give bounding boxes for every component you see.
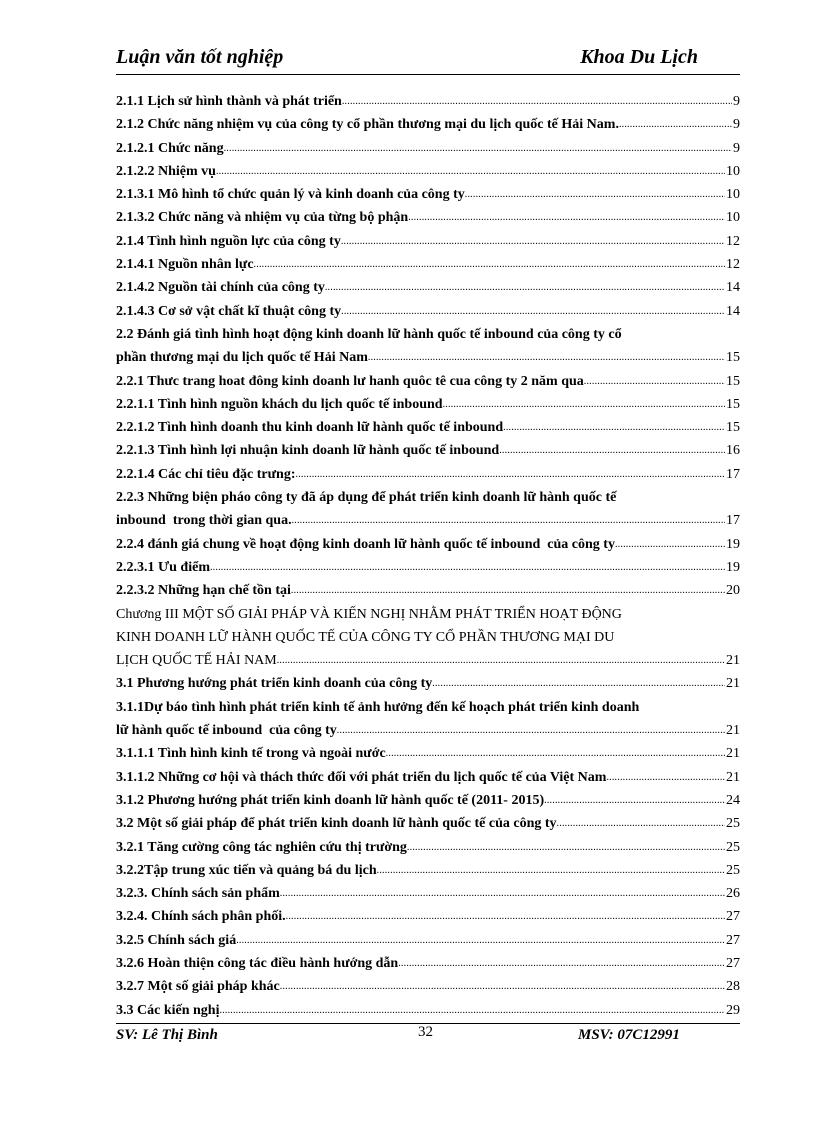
toc-page-number: 12 [726, 257, 740, 273]
header-thesis-title: Luận văn tốt nghiệp [116, 46, 284, 68]
toc-entry-title: 3.2 Một số giải pháp để phát triển kinh doanh lữ hành quốc tế của công ty [116, 816, 557, 832]
toc-dot-leader [584, 370, 725, 393]
toc-page-number: 21 [726, 676, 740, 692]
toc-dot-leader [341, 230, 725, 253]
toc-page-number: 15 [726, 420, 740, 436]
toc-entry[interactable] [116, 416, 740, 439]
footer-page-number: 32 [418, 1024, 433, 1040]
toc-entry-title: 2.1.2 Chức năng nhiệm vụ của công ty cổ phần thương mại du lịch quốc tế Hải Nam. [116, 117, 619, 133]
toc-entry-title: 3.3 Các kiến nghị [116, 1002, 220, 1018]
toc-entry[interactable] [116, 90, 740, 113]
toc-page-number: 21 [726, 769, 740, 785]
toc-entry-title: 2.2.4 đánh giá chung về hoạt động kinh doanh lữ hành quốc tế inbound của công ty [116, 536, 615, 552]
toc-entry[interactable] [116, 113, 740, 136]
toc-entry[interactable] [116, 836, 740, 859]
toc-dot-leader [286, 905, 725, 928]
footer-student-name: SV: Lê Thị Bình [116, 1027, 218, 1043]
toc-page-number: 15 [726, 396, 740, 412]
toc-entry[interactable] [116, 276, 740, 299]
toc-page-number: 9 [733, 94, 740, 109]
toc-entry-title: 3.2.6 Hoàn thiện công tác điều hành hướng dẫn [116, 955, 399, 971]
toc-entry-title: 2.1.2.1 Chức năng [116, 140, 224, 156]
toc-page-number: 15 [726, 350, 740, 366]
toc-entry[interactable] [116, 439, 740, 462]
toc-page-number: 10 [726, 187, 740, 203]
toc-entry-title: 2.2.3.1 Ưu điểm [116, 559, 210, 575]
toc-entry-title: 3.2.1 Tăng cường công tác nghiên cứu thị trường [116, 839, 407, 855]
toc-page-number: 19 [726, 536, 740, 552]
toc-dot-leader [386, 742, 725, 765]
toc-dot-leader [280, 975, 725, 998]
toc-entry[interactable] [116, 206, 740, 229]
toc-page-number: 21 [726, 653, 740, 669]
toc-entry[interactable] [116, 183, 740, 206]
toc-dot-leader [325, 276, 725, 299]
toc-entry[interactable] [116, 533, 740, 556]
toc-dot-leader [606, 766, 725, 789]
toc-page-number: 27 [726, 909, 740, 925]
toc-entry-title: 3.1.2 Phương hướng phát triển kinh doanh lữ hành quốc tế (2011- 2015) [116, 792, 545, 808]
toc-page-number: 19 [726, 559, 740, 575]
toc-entry-title: 3.2.4. Chính sách phân phối. [116, 909, 286, 925]
toc-page-number: 29 [726, 1002, 740, 1018]
toc-dot-leader [342, 90, 732, 113]
toc-entry[interactable] [116, 882, 740, 905]
toc-dot-leader [210, 556, 725, 579]
toc-dot-leader [398, 952, 725, 975]
toc-entry[interactable] [116, 323, 740, 370]
toc-page-number: 27 [726, 955, 740, 971]
toc-dot-leader [292, 509, 725, 532]
toc-dot-leader [408, 206, 725, 229]
toc-entry[interactable] [116, 556, 740, 579]
toc-entry[interactable] [116, 999, 740, 1022]
footer-student-id: MSV: 07C12991 [578, 1027, 680, 1043]
toc-page-number: 17 [726, 466, 740, 482]
toc-entry[interactable] [116, 975, 740, 998]
toc-dot-leader [443, 393, 725, 416]
toc-entry[interactable] [116, 696, 740, 743]
toc-page-number: 27 [726, 932, 740, 948]
toc-entry-line: Chương III MỘT SỐ GIẢI PHÁP VÀ KIẾN NGHỊ NHẰM PHÁT TRIỂN HOẠT ĐỘNG [116, 606, 622, 622]
toc-entry-title: 2.2.1 Thưc trang hoat đông kinh doanh lư hanh quôc tê cua công ty 2 năm qua [116, 373, 584, 389]
toc-entry-title: 2.2.1.4 Các chỉ tiêu đặc trưng: [116, 466, 296, 482]
toc-dot-leader [407, 836, 725, 859]
toc-entry[interactable] [116, 766, 740, 789]
toc-page-number: 28 [726, 979, 740, 995]
toc-dot-leader [216, 160, 725, 183]
toc-entry-title: 2.2.1.2 Tình hình doanh thu kinh doanh lữ hành quốc tế inbound [116, 420, 504, 436]
toc-entry[interactable] [116, 300, 740, 323]
toc-page-number: 26 [726, 886, 740, 902]
toc-entry[interactable] [116, 929, 740, 952]
toc-entry-title: 2.1.3.2 Chức năng và nhiệm vụ của từng bộ phận [116, 210, 409, 226]
toc-page-number: 21 [726, 723, 740, 739]
toc-page-number: 21 [726, 746, 740, 762]
toc-page-number: 14 [726, 280, 740, 296]
toc-page-number: 15 [726, 373, 740, 389]
toc-entry-title: 2.1.2.2 Nhiệm vụ [116, 163, 216, 179]
toc-dot-leader [465, 183, 725, 206]
toc-dot-leader [341, 300, 725, 323]
toc-entry-title: 3.1.1.1 Tình hình kinh tế trong và ngoài nước [116, 746, 386, 762]
toc-entry-title: 2.1.1 Lịch sử hình thành và phát triển [116, 94, 342, 109]
toc-dot-leader [432, 672, 725, 695]
toc-entry-title: inbound trong thời gian qua. [116, 513, 292, 529]
toc-entry[interactable] [116, 812, 740, 835]
toc-dot-leader [377, 859, 725, 882]
toc-entry-title: 2.1.4.3 Cơ sở vật chất kĩ thuật công ty [116, 303, 342, 319]
toc-entry-line: 3.1.1Dự báo tình hình phát triển kinh tế ảnh hưởng đến kế hoạch phát triển kinh doanh [116, 699, 640, 715]
toc-dot-leader [291, 579, 725, 602]
toc-dot-leader [337, 719, 725, 742]
toc-entry-title: 2.1.4.1 Nguồn nhân lực [116, 257, 254, 273]
toc-entry[interactable] [116, 952, 740, 975]
toc-dot-leader [615, 533, 725, 556]
toc-entry-title: 2.1.4 Tình hình nguồn lực của công ty [116, 233, 341, 249]
toc-dot-leader [557, 812, 725, 835]
toc-page-number: 9 [733, 117, 740, 133]
toc-entry-title: phần thương mại du lịch quốc tế Hải Nam [116, 350, 368, 366]
toc-page-number: 10 [726, 163, 740, 179]
toc-page-number: 25 [726, 816, 740, 832]
toc-dot-leader [619, 113, 732, 136]
toc-entry-title: 3.2.5 Chính sách giá [116, 932, 237, 948]
toc-dot-leader [503, 416, 725, 439]
toc-page-number: 20 [726, 583, 740, 599]
toc-page-number: 16 [726, 443, 740, 459]
toc-entry[interactable] [116, 230, 740, 253]
toc-dot-leader [499, 439, 725, 462]
toc-dot-leader [219, 999, 725, 1022]
toc-entry[interactable] [116, 393, 740, 416]
toc-entry-title: 2.1.4.2 Nguồn tài chính của công ty [116, 280, 325, 296]
toc-page-number: 12 [726, 233, 740, 249]
toc-dot-leader [544, 789, 725, 812]
toc-entry[interactable] [116, 905, 740, 928]
toc-entry-title: 2.1.3.1 Mô hình tổ chức quản lý và kinh doanh của công ty [116, 187, 465, 203]
toc-entry-line: 2.2.3 Những biện pháo công ty đã áp dụng để phát triển kinh doanh lữ hành quốc tế [116, 490, 617, 506]
table-of-contents [116, 90, 740, 1022]
toc-entry-title: 3.2.2Tập trung xúc tiến và quảng bá du lịch [116, 862, 377, 878]
toc-entry-title: 3.1 Phương hướng phát triển kinh doanh của công ty [116, 676, 433, 692]
toc-entry-line: KINH DOANH LỮ HÀNH QUỐC TẾ CỦA CÔNG TY CỔ PHẦN THƯƠNG MẠI DU [116, 629, 615, 645]
toc-entry-title: lữ hành quốc tế inbound của công ty [116, 723, 337, 739]
toc-entry[interactable] [116, 160, 740, 183]
toc-dot-leader [236, 929, 725, 952]
toc-entry[interactable] [116, 603, 740, 673]
toc-entry[interactable] [116, 463, 740, 486]
toc-dot-leader [277, 649, 725, 672]
toc-page-number: 14 [726, 303, 740, 319]
toc-page-number: 25 [726, 839, 740, 855]
toc-dot-leader [296, 463, 726, 486]
toc-page-number: 17 [726, 513, 740, 529]
toc-entry[interactable] [116, 370, 740, 393]
toc-page-number: 9 [733, 140, 740, 156]
toc-entry[interactable] [116, 579, 740, 602]
toc-entry-title: 3.2.7 Một số giải pháp khác [116, 979, 280, 995]
toc-entry[interactable] [116, 137, 740, 160]
toc-entry[interactable] [116, 859, 740, 882]
toc-entry[interactable] [116, 486, 740, 533]
toc-dot-leader [254, 253, 725, 276]
toc-entry-line: 2.2 Đánh giá tình hình hoạt động kinh doanh lữ hành quốc tế inbound của công ty cổ [116, 326, 622, 342]
toc-entry[interactable] [116, 672, 740, 695]
toc-dot-leader [224, 137, 732, 160]
toc-entry-title: 3.2.3. Chính sách sản phẩm [116, 886, 280, 902]
toc-dot-leader [280, 882, 725, 905]
toc-page-number: 10 [726, 210, 740, 226]
toc-entry-title: LỊCH QUỐC TẾ HẢI NAM [116, 653, 277, 669]
toc-page-number: 24 [726, 792, 740, 808]
toc-entry-title: 2.2.1.3 Tình hình lợi nhuận kinh doanh lữ hành quốc tế inbound [116, 443, 500, 459]
header-faculty: Khoa Du Lịch [580, 46, 698, 68]
toc-entry-title: 3.1.1.2 Những cơ hội và thách thức đối với phát triển du lịch quốc tế của Việt Nam [116, 769, 607, 785]
toc-entry-title: 2.2.1.1 Tình hình nguồn khách du lịch quốc tế inbound [116, 396, 443, 412]
toc-dot-leader [368, 346, 725, 369]
page-header [116, 46, 740, 75]
toc-entry[interactable] [116, 253, 740, 276]
toc-page-number: 25 [726, 862, 740, 878]
toc-entry-title: 2.2.3.2 Những hạn chế tồn tại [116, 583, 291, 599]
toc-entry[interactable] [116, 789, 740, 812]
toc-entry[interactable] [116, 742, 740, 765]
